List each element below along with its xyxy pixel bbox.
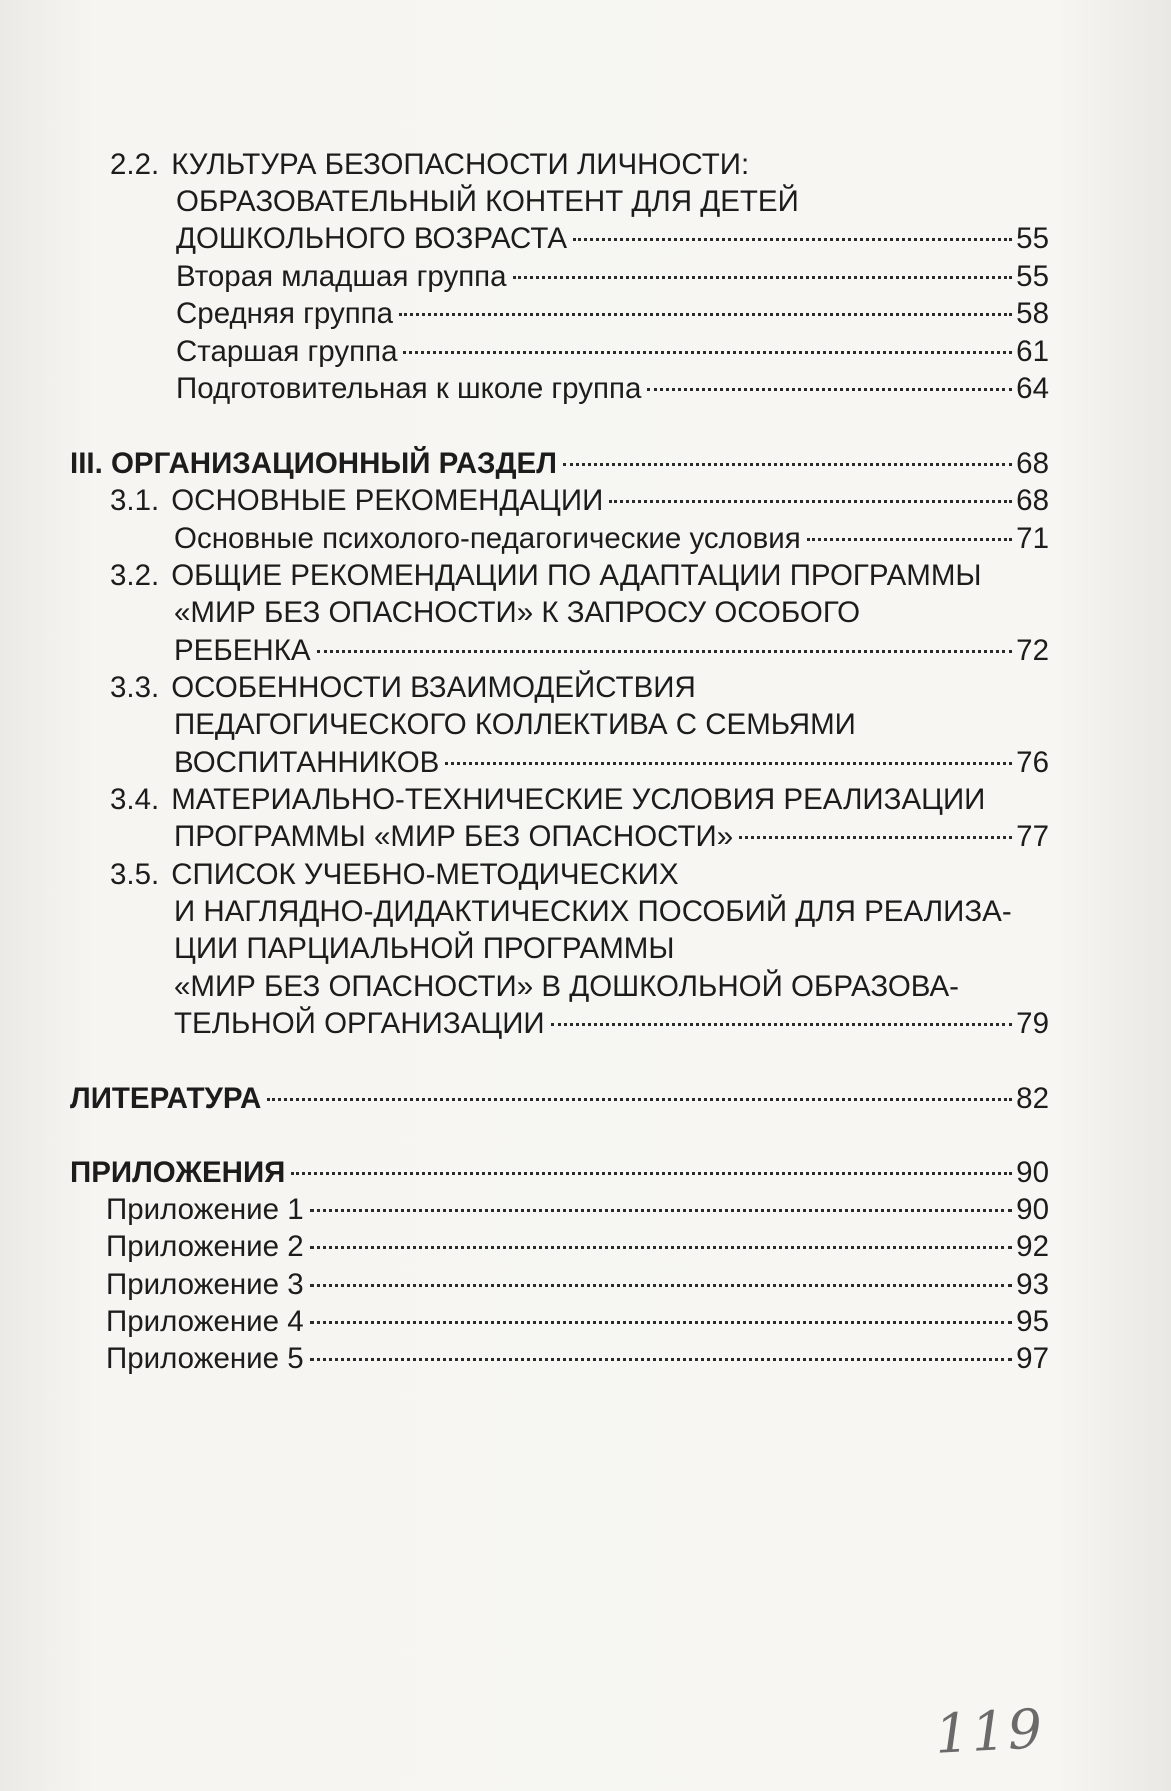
toc-entry bbox=[110, 856, 1049, 893]
toc-entry-text: ПЕДАГОГИЧЕСКОГО КОЛЛЕКТИВА С СЕМЬЯМИ bbox=[174, 708, 856, 741]
toc-entry bbox=[176, 183, 1045, 220]
leader-dots bbox=[647, 388, 1012, 391]
leader-dots bbox=[807, 538, 1012, 541]
toc-page-number: 92 bbox=[1016, 1230, 1049, 1263]
leader-dots bbox=[513, 276, 1013, 279]
toc-page-number: 55 bbox=[1016, 260, 1049, 293]
toc-section-heading: ЛИТЕРАТУРА bbox=[70, 1082, 262, 1115]
toc-entry bbox=[174, 706, 1049, 743]
toc-entry bbox=[176, 370, 1049, 407]
toc-entry bbox=[110, 146, 1045, 183]
toc-entry bbox=[110, 482, 1049, 519]
toc-entry-text: ЦИИ ПАРЦИАЛЬНОЙ ПРОГРАММЫ bbox=[174, 932, 675, 965]
leader-dots bbox=[310, 1321, 1013, 1324]
toc-section-number: 3.1. bbox=[110, 484, 160, 517]
toc-entry-text: МАТЕРИАЛЬНО-ТЕХНИЧЕСКИЕ УСЛОВИЯ РЕАЛИЗАЦИИ bbox=[171, 783, 986, 816]
toc-entry-text: Старшая группа bbox=[176, 335, 398, 368]
toc-section-heading: III. ОРГАНИЗАЦИОННЫЙ РАЗДЕЛ bbox=[70, 447, 557, 480]
toc-entry bbox=[176, 258, 1049, 295]
toc-entry bbox=[174, 520, 1049, 557]
toc-entry bbox=[174, 818, 1049, 855]
toc-page-number: 68 bbox=[1016, 447, 1049, 480]
toc-entry bbox=[174, 632, 1049, 669]
toc-section-number: 3.2. bbox=[110, 559, 160, 592]
toc-section-heading: ПРИЛОЖЕНИЯ bbox=[70, 1156, 286, 1189]
leader-dots bbox=[445, 762, 1012, 765]
leader-dots bbox=[310, 1284, 1013, 1287]
toc-entry bbox=[110, 557, 1049, 594]
toc-page-number: 97 bbox=[1016, 1342, 1049, 1375]
toc-entry-text: РЕБЕНКА bbox=[174, 634, 311, 667]
leader-dots bbox=[609, 500, 1012, 503]
toc-entry bbox=[110, 781, 1049, 818]
toc-page-number: 77 bbox=[1016, 820, 1049, 853]
leader-dots bbox=[267, 1098, 1012, 1101]
leader-dots bbox=[551, 1023, 1013, 1026]
leader-dots bbox=[310, 1358, 1013, 1361]
toc-page-number: 90 bbox=[1016, 1156, 1049, 1189]
toc-entry-text: ВОСПИТАННИКОВ bbox=[174, 746, 440, 779]
toc-entry-text: Вторая младшая группа bbox=[176, 260, 507, 293]
toc-entry-text: Средняя группа bbox=[176, 297, 394, 330]
toc-entry-text: ОБРАЗОВАТЕЛЬНЫЙ КОНТЕНТ ДЛЯ ДЕТЕЙ bbox=[176, 185, 799, 218]
toc-page-number: 79 bbox=[1016, 1007, 1049, 1040]
toc-entry bbox=[174, 744, 1049, 781]
leader-dots bbox=[317, 650, 1013, 653]
toc-entry bbox=[106, 1191, 1049, 1228]
leader-dots bbox=[399, 313, 1012, 316]
toc-entry-text: Основные психолого-педагогические условия bbox=[174, 522, 801, 555]
toc-entry-text: СПИСОК УЧЕБНО-МЕТОДИЧЕСКИХ bbox=[171, 858, 679, 891]
toc-entry bbox=[174, 893, 1049, 930]
toc-entry-text: Приложение 1 bbox=[106, 1193, 304, 1226]
toc-entry bbox=[176, 295, 1049, 332]
toc-entry-text: ОСНОВНЫЕ РЕКОМЕНДАЦИИ bbox=[171, 484, 604, 517]
toc-page-number: 90 bbox=[1016, 1193, 1049, 1226]
toc-entry bbox=[70, 1080, 1049, 1117]
leader-dots bbox=[573, 238, 1012, 241]
toc-entry bbox=[70, 445, 1049, 482]
toc-entry bbox=[106, 1303, 1049, 1340]
toc-page-number: 76 bbox=[1016, 746, 1049, 779]
toc-entry bbox=[176, 220, 1049, 257]
toc-section-number: 3.5. bbox=[110, 858, 160, 891]
leader-dots bbox=[291, 1172, 1012, 1175]
toc-entry bbox=[174, 968, 1049, 1005]
toc-entry-text: «МИР БЕЗ ОПАСНОСТИ» К ЗАПРОСУ ОСОБОГО bbox=[174, 596, 861, 629]
toc-entry-text: ДОШКОЛЬНОГО ВОЗРАСТА bbox=[176, 222, 568, 255]
toc-page-number: 82 bbox=[1016, 1082, 1049, 1115]
toc-section-number: 3.3. bbox=[110, 671, 160, 704]
toc-entry-text: Приложение 4 bbox=[106, 1305, 304, 1338]
handwritten-page-number: 119 bbox=[933, 1697, 1046, 1766]
toc-entry-text: Приложение 3 bbox=[106, 1268, 304, 1301]
toc-entry bbox=[70, 1154, 1049, 1191]
toc-page-number: 95 bbox=[1016, 1305, 1049, 1338]
leader-dots bbox=[563, 463, 1012, 466]
toc-entry bbox=[106, 1266, 1049, 1303]
toc-entry bbox=[106, 1228, 1049, 1265]
toc-page-number: 72 bbox=[1016, 634, 1049, 667]
toc-entry bbox=[174, 1005, 1049, 1042]
toc-entry-text: И НАГЛЯДНО-ДИДАКТИЧЕСКИХ ПОСОБИЙ ДЛЯ РЕАЛИЗА- bbox=[174, 895, 1012, 928]
toc-entry-text: Приложение 2 bbox=[106, 1230, 304, 1263]
toc-entry-text: КУЛЬТУРА БЕЗОПАСНОСТИ ЛИЧНОСТИ: bbox=[171, 148, 750, 181]
toc-entry-text: Приложение 5 bbox=[106, 1342, 304, 1375]
toc-page-number: 68 bbox=[1016, 484, 1049, 517]
toc-entry bbox=[106, 1340, 1049, 1377]
toc-entry-text: «МИР БЕЗ ОПАСНОСТИ» В ДОШКОЛЬНОЙ ОБРАЗОВА- bbox=[174, 970, 959, 1003]
toc-entry bbox=[174, 594, 1049, 631]
toc-entry bbox=[110, 669, 1049, 706]
toc-entry-text: Подготовительная к школе группа bbox=[176, 372, 642, 405]
toc-entry-text: ПРОГРАММЫ «МИР БЕЗ ОПАСНОСТИ» bbox=[174, 820, 734, 853]
toc-page-number: 64 bbox=[1016, 372, 1049, 405]
toc-entry bbox=[176, 333, 1049, 370]
toc-entry bbox=[174, 930, 1049, 967]
toc-page-number: 55 bbox=[1016, 222, 1049, 255]
toc-page-number: 58 bbox=[1016, 297, 1049, 330]
leader-dots bbox=[310, 1209, 1013, 1212]
leader-dots bbox=[403, 351, 1012, 354]
toc-section-number: 2.2. bbox=[110, 148, 160, 181]
leader-dots bbox=[310, 1246, 1013, 1249]
toc-entry-text: ТЕЛЬНОЙ ОРГАНИЗАЦИИ bbox=[174, 1007, 545, 1040]
toc-entry-text: ОБЩИЕ РЕКОМЕНДАЦИИ ПО АДАПТАЦИИ ПРОГРАММЫ bbox=[171, 559, 982, 592]
toc-page-number: 71 bbox=[1016, 522, 1049, 555]
toc-page-number: 93 bbox=[1016, 1268, 1049, 1301]
toc-entry-text: ОСОБЕННОСТИ ВЗАИМОДЕЙСТВИЯ bbox=[171, 671, 696, 704]
toc-page-number: 61 bbox=[1016, 335, 1049, 368]
leader-dots bbox=[739, 836, 1012, 839]
toc-section-number: 3.4. bbox=[110, 783, 160, 816]
